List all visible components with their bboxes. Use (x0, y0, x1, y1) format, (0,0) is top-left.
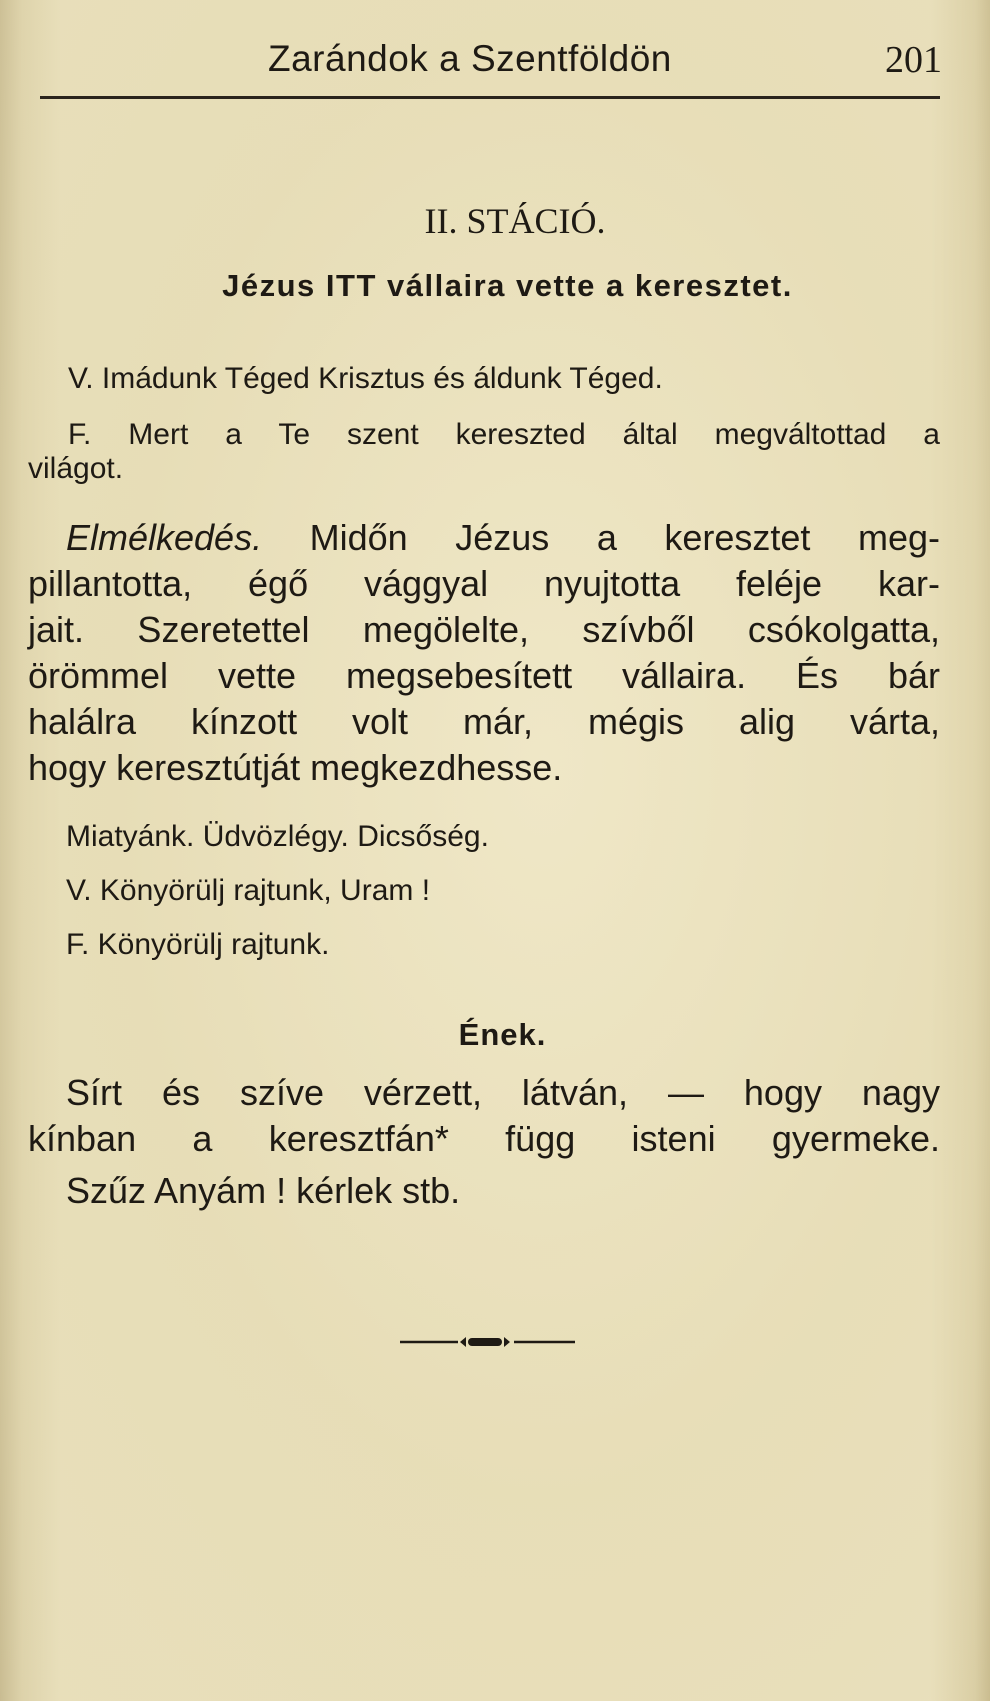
meditation-line-6: hogy keresztútját megkezdhesse. (28, 747, 563, 788)
versicle-f-line1: F. Mert a Te szent kereszted által megváltottad a (68, 418, 940, 451)
page-number: 201 (885, 39, 942, 81)
meditation-line-1 (66, 515, 940, 561)
meditation-line-5: halálra kínzott volt már, mégis alig várta, (28, 701, 940, 742)
versicle-f-line2: világot. (28, 452, 124, 485)
section-end-ornament (400, 1335, 575, 1349)
versicle-v: V. Imádunk Téged Krisztus és áldunk Téged. (68, 362, 663, 395)
meditation-line-4: örömmel vette megsebesített vállaira. És bár (28, 655, 940, 696)
prayer-line-2: V. Könyörülj rajtunk, Uram ! (66, 874, 431, 907)
song-line-1: Sírt és szíve vérzett, látván, — hogy nagy (66, 1072, 940, 1113)
meditation-text-1: Midőn Jézus a keresztet meg- (262, 517, 940, 558)
song-title: Ének. (458, 1017, 547, 1052)
station-subtitle: Jézus ITT vállaira vette a keresztet. (222, 268, 793, 303)
meditation-label: Elmélkedés. (66, 517, 263, 558)
header-rule (40, 96, 940, 99)
prayer-line-1: Miatyánk. Üdvözlégy. Dicsőség. (66, 820, 489, 853)
meditation-line-2: pillantotta, égő vággyal nyujtotta feléje kar- (28, 563, 940, 604)
song-line-2: kínban a keresztfán* függ isteni gyermeke. (28, 1118, 940, 1159)
running-header-title: Zarándok a Szentföldön (268, 38, 672, 79)
meditation-line-3: jait. Szeretettel megölelte, szívből csókolgatta, (28, 609, 940, 650)
song-line-3: Szűz Anyám ! kérlek stb. (66, 1170, 461, 1211)
prayer-line-3: F. Könyörülj rajtunk. (66, 928, 330, 961)
station-number: II. STÁCIÓ. (424, 201, 606, 241)
